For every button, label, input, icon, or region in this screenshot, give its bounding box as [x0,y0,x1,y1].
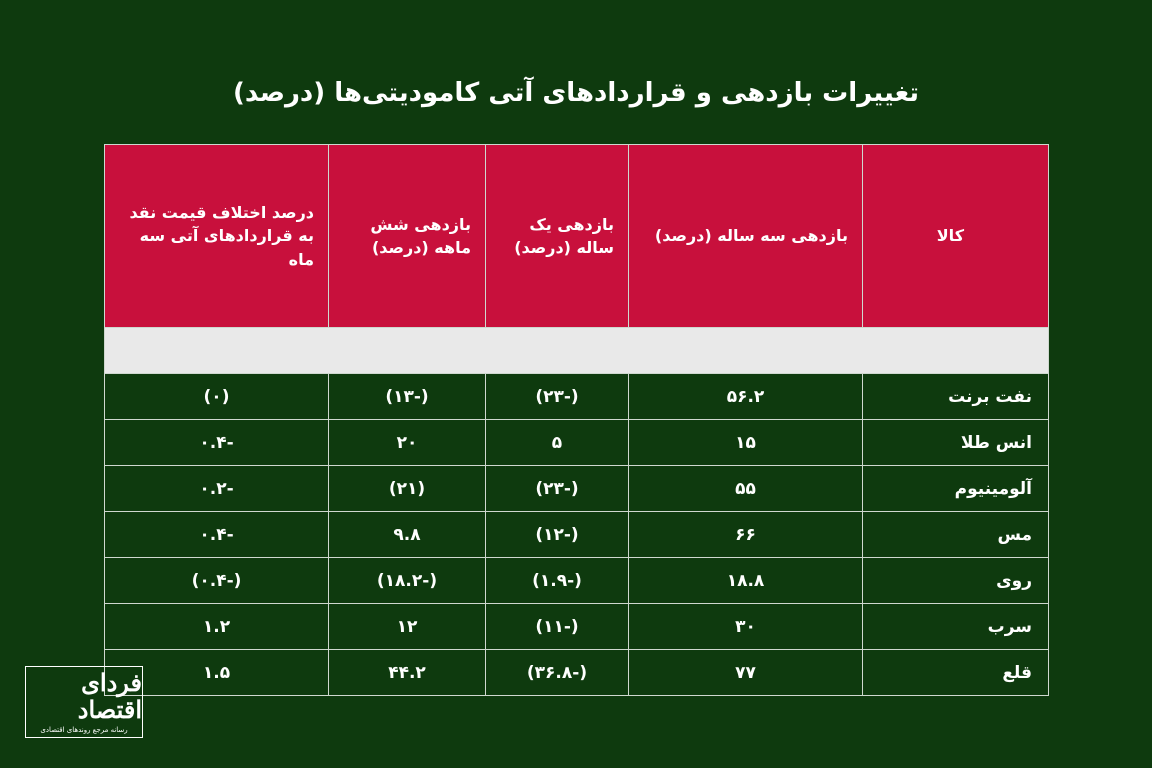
logo-tagline: رسانه مرجع روندهای اقتصادی [40,725,128,734]
table-row [105,374,1049,420]
cell-commodity: انس طلا [863,420,1049,466]
cell-return-6m: ۲۰ [329,420,486,466]
table-row [105,512,1049,558]
header-return-6m: بازدهی شش ماهه (درصد) [329,145,486,328]
cell-return-1y: (-۱۲) [486,512,629,558]
cell-return-3y: ۱۸.۸ [629,558,863,604]
cell-return-6m: (۲۱) [329,466,486,512]
cell-price-diff: -۰.۴ [105,420,329,466]
cell-return-1y: (-۱۱) [486,604,629,650]
cell-return-6m: ۱۲ [329,604,486,650]
table-header-row [105,145,1049,328]
table-row [105,466,1049,512]
cell-return-1y: (-۳۶.۸) [486,650,629,696]
cell-commodity: آلومینیوم [863,466,1049,512]
table-row [105,558,1049,604]
cell-return-3y: ۶۶ [629,512,863,558]
header-price-diff: درصد اختلاف قیمت نقد به قراردادهای آتی سه ماه [105,145,329,328]
cell-price-diff: -۰.۲ [105,466,329,512]
page-title: تغییرات بازدهی و قراردادهای آتی کامودیتی‌ها (درصد) [232,78,920,108]
header-return-3y: بازدهی سه ساله (درصد) [629,145,863,328]
logo-name: فردای اقتصاد [77,668,142,724]
cell-commodity: قلع [863,650,1049,696]
brand-logo [25,666,143,738]
cell-return-3y: ۵۵ [629,466,863,512]
cell-return-1y: (-۲۳) [486,466,629,512]
commodity-table [104,144,1049,696]
table-row [105,604,1049,650]
cell-return-1y: (-۱.۹) [486,558,629,604]
table-row [105,650,1049,696]
cell-price-diff: -۰.۴ [105,512,329,558]
cell-commodity: نفت برنت [863,374,1049,420]
cell-return-1y: ۵ [486,420,629,466]
cell-return-6m: ۹.۸ [329,512,486,558]
cell-price-diff: ۱.۵ [105,650,329,696]
cell-return-6m: ۴۴.۲ [329,650,486,696]
cell-commodity: مس [863,512,1049,558]
cell-price-diff: (-۰.۴) [105,558,329,604]
cell-return-6m: (-۱۸.۲) [329,558,486,604]
cell-return-3y: ۳۰ [629,604,863,650]
table-body [105,328,1049,696]
cell-return-3y: ۷۷ [629,650,863,696]
cell-return-6m: (-۱۳) [329,374,486,420]
cell-return-1y: (-۲۳) [486,374,629,420]
header-separator [105,328,1049,374]
cell-commodity: روی [863,558,1049,604]
cell-price-diff: ۱.۲ [105,604,329,650]
table-row [105,420,1049,466]
header-return-1y: بازدهی یک ساله (درصد) [486,145,629,328]
cell-return-3y: ۱۵ [629,420,863,466]
cell-return-3y: ۵۶.۲ [629,374,863,420]
cell-price-diff: (۰) [105,374,329,420]
header-commodity: کالا [863,145,1049,328]
cell-commodity: سرب [863,604,1049,650]
